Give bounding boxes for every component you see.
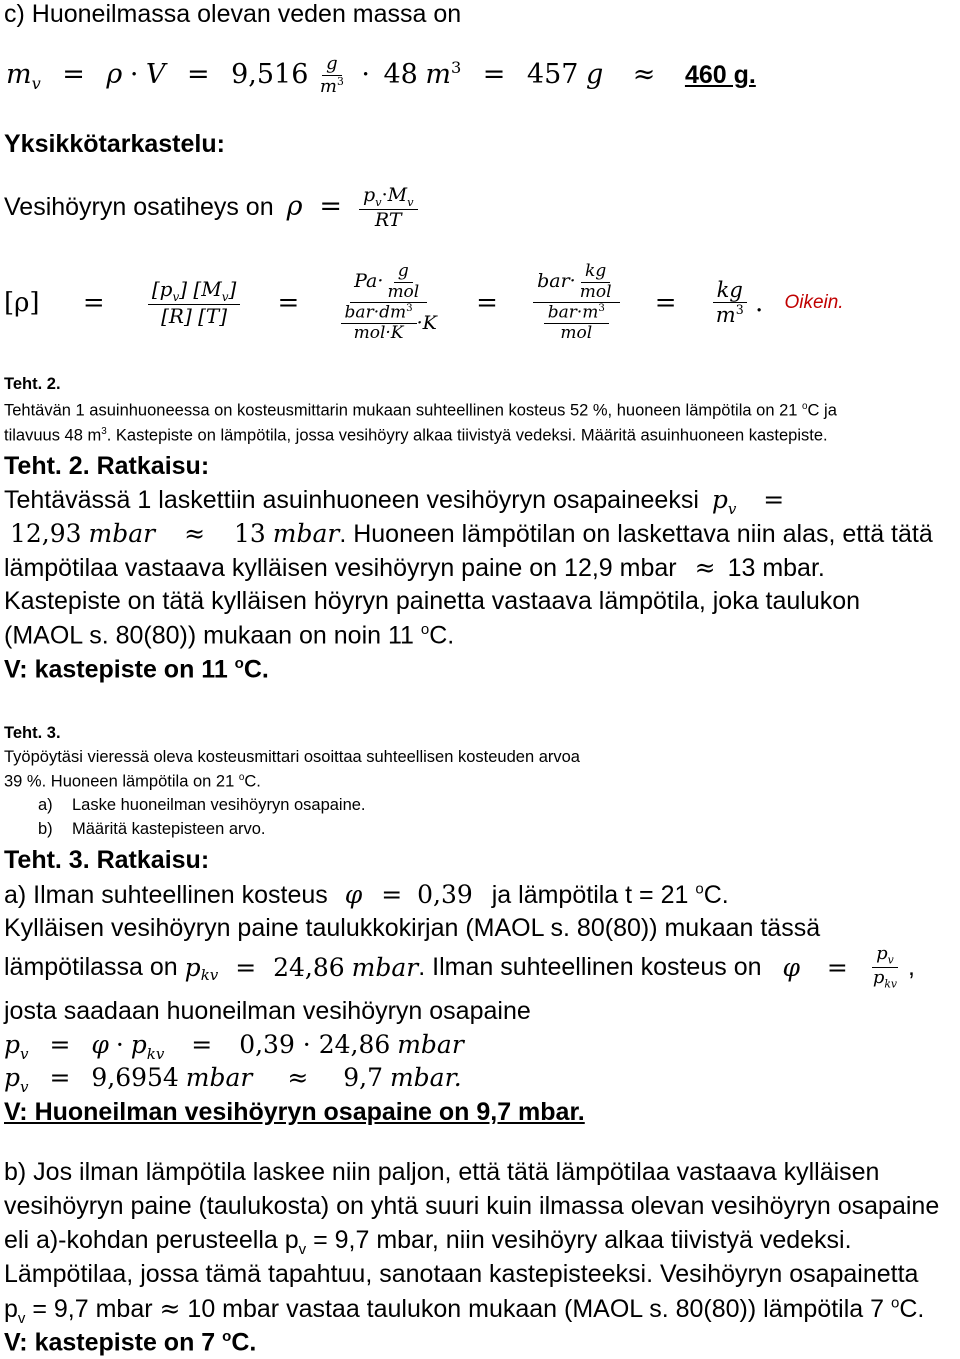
teht3-solution-b3: eli a)-kohdan perusteella $p_v = 9,7$ mbar, niin vesihöyry alkaa tiivistyä vedeksi. [4, 1226, 852, 1258]
relative-humidity-fraction: $p_v$ $p_{kv}$ [872, 943, 898, 991]
teht3-solution-b4: Lämpötilaa, jossa tämä tapahtuu, sanotaan kastepisteeksi. Vesihöyryn osapainetta [4, 1260, 919, 1288]
partial-density-formula: Vesihöyryn osatiheys on ρ = $\frac{p_v\cdot M_v}{RT}$ [4, 185, 418, 232]
teht2-heading: Teht. 2. [4, 375, 61, 393]
teht3-solution-b5: $p_v = 9,7$ mbar ≈ 10 mbar vastaa taulukon mukaan (MAOL s. 80(80)) lämpötila 7 $^o$C. [4, 1294, 925, 1327]
teht2-task-line2: tilavuus 48 $m^3$. Kastepiste on lämpötila, jossa vesihöyry alkaa tiivistyä vedeksi. Määritä asuinhuoneen kastepiste. [4, 426, 828, 445]
teht2-answer: V: kastepiste on 11 $^o$C. [4, 655, 269, 684]
teht2-solution-line5: (MAOL s. 80(80)) mukaan on noin 11 $^o$C. [4, 621, 455, 650]
verdict-label: Oikein. [784, 291, 844, 313]
mass-result: 460 g. [684, 60, 756, 89]
teht2-solution-line3: lämpötilaa vastaava kylläisen vesihöyryn paine on 12,9 mbar ≈ 13 mbar. [4, 553, 825, 582]
teht2-solution-line2: 12,93 mbar ≈ 13 mbar. Huoneen lämpötilan on laskettava niin alas, että tätä [10, 519, 933, 548]
bar-kg-mol-fraction: bar· kg mol $bar\cdot m^3$ mol [533, 262, 619, 344]
partial-pressure-equation: $p_v = \varphi \cdot p_{kv} = 0,39 \cdot 24,86$ mbar [4, 1030, 464, 1063]
teht3-task-line1: Työpöytäsi vieressä oleva kosteusmittari osoittaa suhteellisen kosteuden arvoa [4, 748, 580, 766]
c-part-heading: c) Huoneilmassa olevan veden massa on [4, 0, 462, 28]
density-fraction: $\frac{p_v\cdot M_v}{RT}$ [359, 185, 418, 232]
kg-per-m3-fraction: $\frac{kg}{m^3}$ [712, 278, 748, 327]
mass-equation: $m_v = \rho \cdot V = 9,516$ $\frac{g}{m^3}$ · 48 $m^3 = 457$ g ≈ 460 g. [6, 53, 756, 97]
teht3-solution-a3: lämpötilassa on $p_{kv} = 24,86$ mbar. Ilman suhteellinen kosteus on φ = $p_v$ $p_{kv}$ , [4, 943, 915, 991]
teht2-solution-line4: Kastepiste on tätä kylläisen höyryn painetta vastaava lämpötila, joka taulukon [4, 587, 861, 615]
bracket-fraction: $\frac{[p_v] [M_v]}{[R] [T]}$ [148, 278, 240, 329]
unit-derivation: [ρ] = $\frac{[p_v] [M_v]}{[R] [T]}$ = Pa· g mol $bar\cdot dm^3$ mol·K ·K = bar· kg mol $bar\cdot m^3$ mol = $\frac{kg}{m^3}$ . Oikein. [4, 261, 844, 344]
unit-fraction-g-per-m3: $\frac{g}{m^3}$ [319, 53, 344, 97]
teht2-task-line1: Tehtävän 1 asuinhuoneessa on kosteusmittarin mukaan suhteellinen kosteus 52 %, huoneen lämpötila on 21 $^o$C ja [4, 401, 837, 420]
teht3-solution-b2: vesihöyryn paine (taulukosta) on yhtä suuri kuin ilmassa olevan vesihöyryn osapaine [4, 1192, 940, 1220]
teht3-solution-a4: josta saadaan huoneilman vesihöyryn osapaine [4, 997, 531, 1025]
teht3-solution-a2: Kylläisen vesihöyryn paine taulukkokirjan (MAOL s. 80(80)) mukaan tässä [4, 914, 821, 942]
teht3-item-a: a) Laske huoneilman vesihöyryn osapaine. [38, 796, 366, 814]
teht3-answer-a: V: Huoneilman vesihöyryn osapaine on 9,7 mbar. [4, 1098, 585, 1126]
teht2-solution-heading: Teht. 2. Ratkaisu: [4, 452, 210, 480]
pa-g-mol-fraction: Pa· g mol $bar\cdot dm^3$ mol·K ·K [337, 262, 441, 344]
teht3-item-b: b) Määritä kastepisteen arvo. [38, 820, 266, 838]
teht3-solution-a1: a) Ilman suhteellinen kosteus φ = 0,39 ja lämpötila t = 21 $^o$C. [4, 880, 729, 909]
partial-pressure-result: $p_v = 9,6954$ mbar ≈ 9,7 mbar. [4, 1063, 462, 1096]
teht3-task-line2: 39 %. Huoneen lämpötila on 21 $^o$C. [4, 772, 261, 791]
teht3-answer-b: V: kastepiste on 7 $^o$C. [4, 1328, 257, 1357]
teht3-solution-heading: Teht. 3. Ratkaisu: [4, 846, 210, 874]
teht3-heading: Teht. 3. [4, 724, 61, 742]
teht3-solution-b1: b) Jos ilman lämpötila laskee niin paljon, että tätä lämpötilaa vastaava kylläisen [4, 1158, 880, 1186]
teht2-solution-line1: Tehtävässä 1 laskettiin asuinhuoneen vesihöyryn osapaineeksi $p_v$ = [4, 485, 785, 518]
unit-check-heading: Yksikkötarkastelu: [4, 130, 225, 158]
